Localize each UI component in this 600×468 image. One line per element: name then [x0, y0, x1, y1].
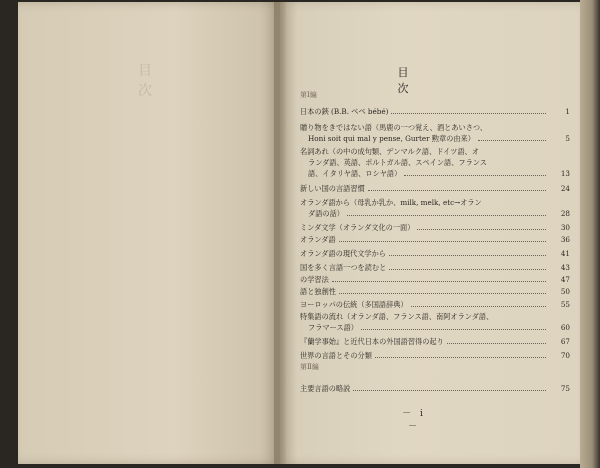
- leader-dots: [389, 269, 546, 270]
- leader-dots: [389, 255, 546, 256]
- toc-entry: [300, 168, 570, 180]
- toc-entry-page: 50: [560, 287, 570, 296]
- leader-dots: [411, 306, 546, 307]
- toc-entry-title: 語と独創性: [300, 287, 336, 296]
- toc-entry-title: 主要言語の略説: [300, 384, 351, 393]
- toc-entry: [300, 336, 570, 348]
- toc-entry: [300, 183, 570, 195]
- toc-entry: [300, 350, 570, 362]
- section-label-1: 第Ⅰ編: [300, 91, 317, 99]
- toc-entry-title: オランダ語から（母乳か乳か、milk, melk, etc→オラン: [300, 198, 482, 207]
- toc-entry-page: 1: [565, 107, 570, 116]
- toc-entry: [300, 274, 570, 286]
- toc-entry: [300, 133, 570, 145]
- leader-dots: [347, 215, 546, 216]
- toc-entry-title: 特集語の流れ（オランダ語、フランス語、南阿オランダ語、: [300, 312, 494, 321]
- toc-entry-title: オランダ語の現代文学から: [300, 249, 386, 258]
- toc-entry-title: の学習法: [300, 275, 329, 284]
- toc-entry: [300, 299, 570, 311]
- toc-entry: [300, 248, 570, 260]
- section-label-2: 第Ⅱ編: [300, 363, 319, 371]
- toc-entry-page: 28: [560, 209, 570, 218]
- toc-entry-title: ミンダ文学（オランダ文化の一面）: [300, 223, 415, 232]
- leader-dots: [478, 140, 546, 141]
- toc-entry-title: 国を多く言語一つを読むと: [300, 263, 387, 272]
- toc-entry: [300, 322, 570, 334]
- toc-entry: [300, 262, 570, 274]
- toc-entry-title: 贈り物をきではない語（馬鹿の一つ覚え、酒とあいさつ、: [300, 123, 488, 132]
- toc-entry-page: 5: [565, 134, 570, 143]
- toc-entry-title: 新しい国の言語習慣: [300, 184, 365, 193]
- toc-entry: [300, 234, 570, 246]
- leader-dots: [339, 293, 546, 294]
- toc-entry-title: 日本の鋏 (B.B. べべ bébé): [300, 107, 389, 116]
- toc-entry-page: 13: [560, 169, 570, 178]
- toc-entry-title: 名詞あれ（の中の成句類、デンマルク語、ドイツ語、オ: [300, 147, 480, 156]
- toc-entry-page: 41: [560, 249, 570, 258]
- toc-entry: [300, 383, 570, 395]
- toc-entry-page: 67: [560, 337, 570, 346]
- leader-dots: [361, 329, 546, 330]
- toc-entry: [300, 222, 570, 234]
- leader-dots: [404, 175, 546, 176]
- toc-entry-title: ヨーロッパの伝統（多国語辞典）: [300, 300, 408, 309]
- toc-entry-page: 43: [560, 263, 570, 272]
- toc-heading: 目 次: [397, 66, 448, 95]
- toc-entry-title: 語、イタリヤ語、ロシヤ語）: [308, 169, 402, 178]
- leader-dots: [375, 357, 546, 358]
- leader-dots: [339, 241, 546, 242]
- toc-entry-page: 30: [560, 223, 570, 232]
- toc-entry-page: 36: [560, 235, 570, 244]
- toc-entry-page: 60: [560, 323, 570, 332]
- leader-dots: [368, 190, 546, 191]
- toc-entry-page: 24: [560, 184, 570, 193]
- toc-entry-title: 『蘭学事始』と近代日本の外国語習得の起り: [300, 337, 444, 346]
- page-number: － i －: [402, 409, 426, 432]
- toc-entry-title: 世界の言語とその分類: [300, 351, 372, 360]
- leader-dots: [332, 281, 546, 282]
- toc-entry-page: 55: [560, 300, 570, 309]
- leader-dots: [391, 113, 546, 114]
- left-page: [18, 2, 280, 464]
- toc-entry: [300, 208, 570, 220]
- toc-entry-title: Honi soit qui mal y pense, Gurter 勲章の由来）: [308, 134, 475, 143]
- toc-entry-title: フラマース語）: [308, 323, 358, 332]
- leader-dots: [353, 390, 546, 391]
- book-gutter: [274, 2, 286, 464]
- toc-entry: [300, 106, 570, 118]
- page-edge: [580, 0, 600, 468]
- toc-entry-page: 47: [560, 275, 570, 284]
- toc-entry-page: 70: [560, 351, 570, 360]
- toc-entry-page: 75: [560, 384, 570, 393]
- toc-entry: [300, 286, 570, 298]
- leader-dots: [417, 229, 546, 230]
- toc-entry-title: ランダ語、英語、ポルトガル語、スペイン語、フランス: [308, 158, 487, 167]
- toc-entry-title: ダ語の話）: [308, 209, 344, 218]
- leader-dots: [447, 343, 546, 344]
- bleed-through-text: 目 次: [138, 63, 206, 99]
- toc-entry-title: オランダ語: [300, 235, 336, 244]
